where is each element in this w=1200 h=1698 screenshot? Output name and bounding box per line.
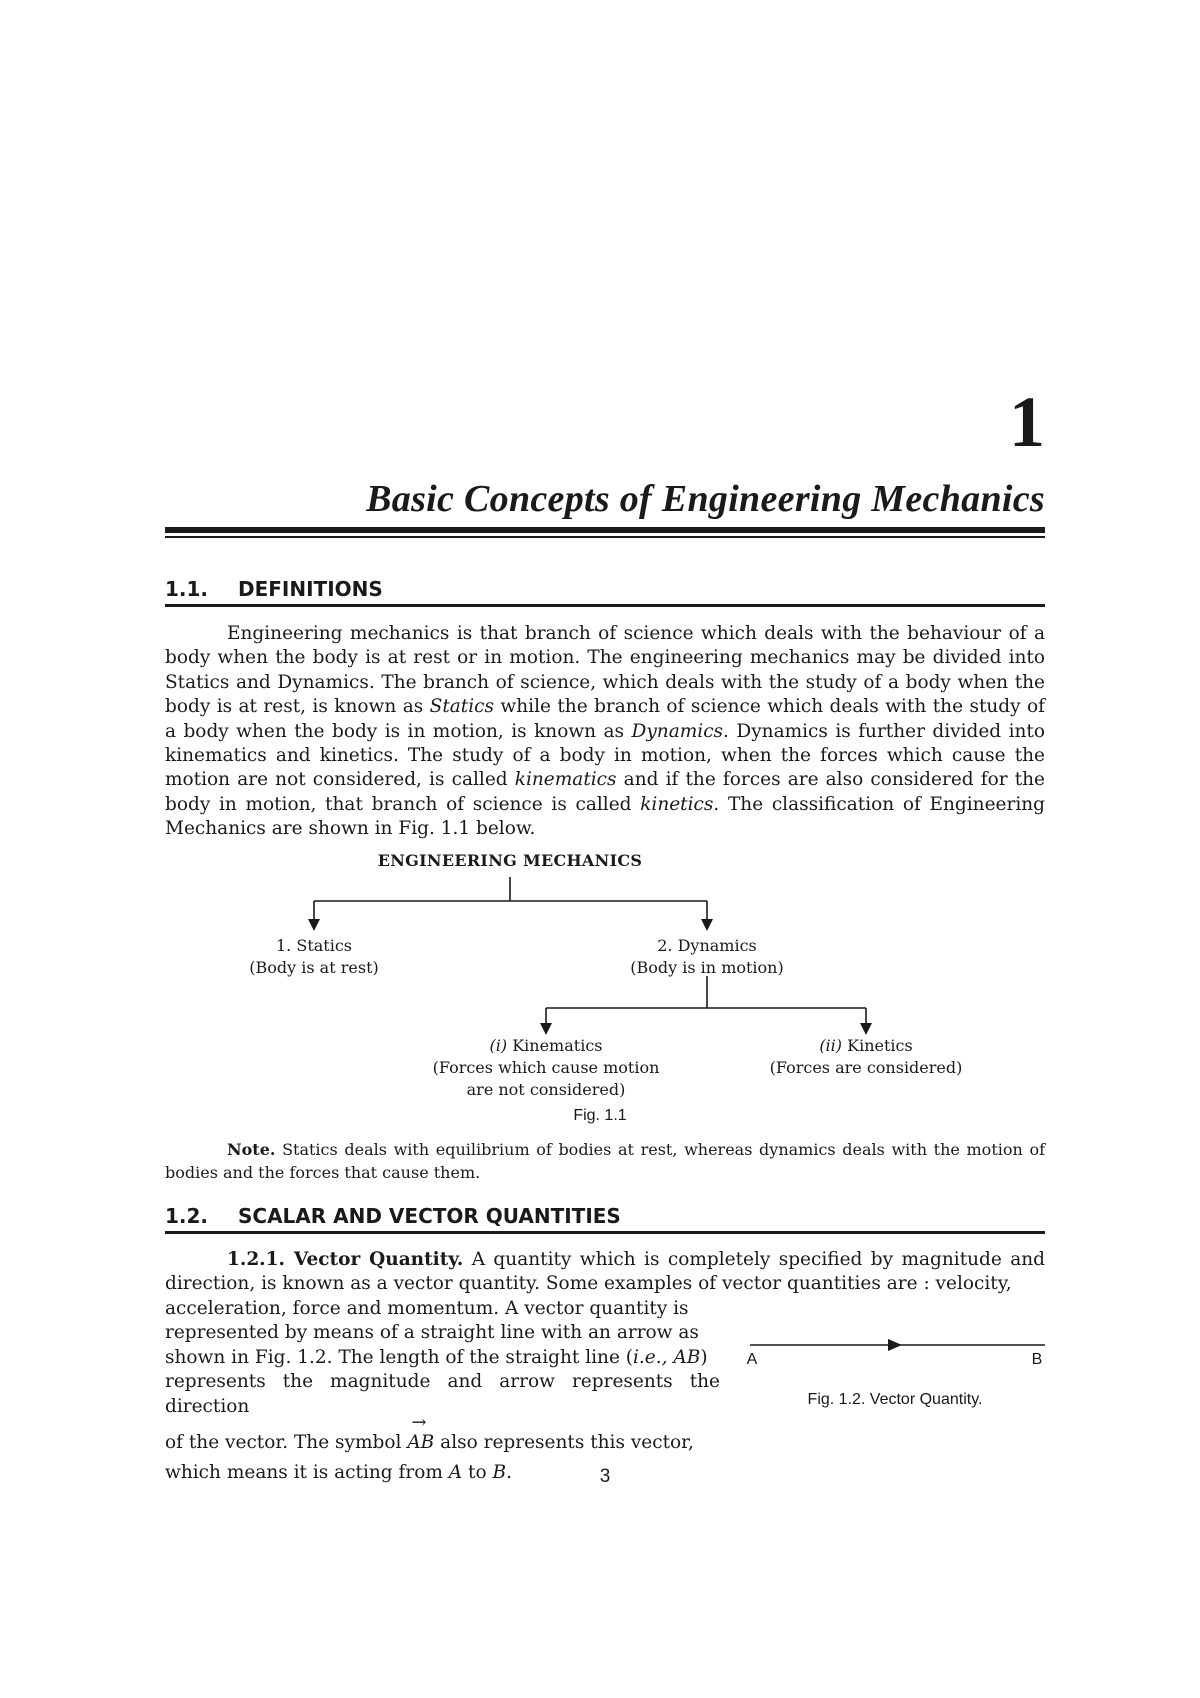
text-run: while the branch of science which deals with the study of a body when the body is in motion, is known as (165, 696, 1045, 742)
text-run: A quantity which is completely specified by magnitude and direction, is known as a vector quantity. Some examples of vector quantities are : velocity, (165, 1249, 1045, 1295)
text-run: ) (700, 1346, 708, 1368)
node-desc: (Forces are considered) (769, 1058, 963, 1077)
term-dynamics: Dynamics (631, 720, 724, 742)
node-desc: (Forces which cause motion (432, 1058, 660, 1077)
subsection-label: 1.2.1. Vector Quantity. (227, 1249, 464, 1270)
node-number: (ii) (819, 1036, 843, 1055)
node-label: Kinematics (507, 1036, 603, 1055)
node-desc: (Body is at rest) (249, 958, 379, 977)
text-run: of the vector. The symbol (165, 1432, 408, 1454)
text-run: shown in Fig. 1.2. The length of the straight line ( (165, 1346, 633, 1368)
node-label: 1. Statics (276, 936, 352, 955)
chapter-number: 1 (1009, 382, 1045, 462)
node-label: Kinetics (842, 1036, 913, 1055)
section-number: 1.2. (165, 1204, 209, 1228)
text-run: to (462, 1462, 493, 1484)
node-number: (i) (489, 1036, 508, 1055)
note-label: Note. (227, 1140, 276, 1159)
section-title: SCALAR AND VECTOR QUANTITIES (238, 1204, 621, 1228)
text-run: which means it is acting from (165, 1462, 449, 1484)
text-line: acceleration, force and momentum. A vector quantity is (165, 1298, 689, 1319)
term-kinematics: kinematics (514, 769, 617, 791)
text-line: represents the magnitude and arrow represents the direction (165, 1371, 720, 1417)
term-kinetics: kinetics (640, 793, 714, 815)
text-run: and if the forces are also considered for the body in motion, that branch of science is called (165, 769, 1046, 815)
note-text: Statics deals with equilibrium of bodies at rest, whereas dynamics deals with the motion of bodies and the forces that cause them. (165, 1140, 1045, 1182)
text-run: B (492, 1462, 507, 1484)
vector-arrow-icon: → (411, 1412, 427, 1434)
point-a-label: A (746, 1351, 758, 1368)
text-run: . (506, 1462, 513, 1484)
page-number: 3 (599, 1466, 611, 1487)
text-run: . Dynamics is further divided into kinematics and kinetics. The study of a body in motion, when the forces which cause the motion are not considered, is called (165, 720, 1045, 791)
section-title: DEFINITIONS (238, 577, 383, 601)
node-desc: (Body is in motion) (630, 958, 784, 977)
diagram-root: ENGINEERING MECHANICS (377, 851, 643, 870)
text-run: i.e., (633, 1346, 668, 1368)
node-desc: are not considered) (466, 1080, 626, 1099)
text-run: Engineering mechanics is that branch of science which deals with the behaviour of a body when the body is at rest or in motion. The engineering mechanics may be divided into Statics and Dynamics. The branch of science, which deals with the study of a body when the body is at rest, is known as (165, 623, 1045, 718)
section-number: 1.1. (165, 577, 209, 601)
text-run: . The classification of Engineering Mechanics are shown in Fig. 1.1 below. (165, 793, 1045, 840)
text-run: AB (667, 1346, 701, 1368)
text-line: represented by means of a straight line with an arrow as (165, 1322, 699, 1344)
text-run: AB (407, 1432, 435, 1454)
term-statics: Statics (429, 696, 494, 718)
chapter-title: Basic Concepts of Engineering Mechanics (366, 478, 1045, 520)
text-run: also represents this vector, (434, 1432, 694, 1454)
text-run: A (448, 1462, 463, 1484)
vector-arrow-icon (888, 1339, 902, 1351)
node-label: 2. Dynamics (657, 936, 757, 955)
point-b-label: B (1031, 1351, 1043, 1368)
figure-caption: Fig. 1.2. Vector Quantity. (807, 1391, 983, 1408)
figure-caption: Fig. 1.1 (573, 1107, 627, 1124)
